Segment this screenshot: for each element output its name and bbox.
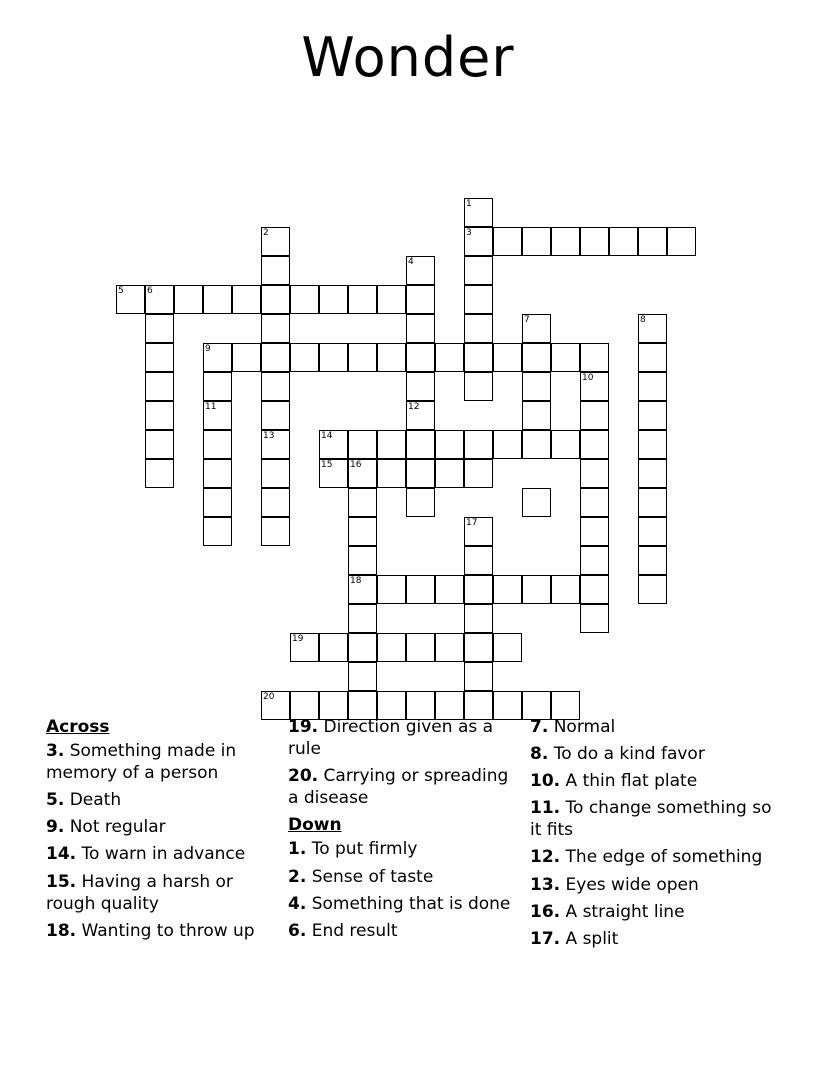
grid-cell[interactable] (464, 256, 493, 285)
grid-cell-number: 18 (350, 576, 362, 586)
grid-cell-number: 13 (263, 431, 275, 441)
grid-cell[interactable] (638, 517, 667, 546)
grid-cell[interactable] (377, 285, 406, 314)
grid-cell[interactable] (464, 198, 493, 227)
grid-cell[interactable] (580, 227, 609, 256)
clue-text: Something that is done (311, 893, 511, 914)
grid-cell[interactable] (638, 459, 667, 488)
clue-text: Normal (553, 717, 616, 737)
clue-text: Not regular (69, 817, 166, 838)
grid-cell-number: 9 (205, 344, 211, 354)
grid-cell[interactable] (522, 488, 551, 517)
clue-number: 9. (46, 817, 65, 838)
grid-cell[interactable] (319, 633, 348, 662)
clue-text: To change something so it fits (530, 798, 772, 841)
grid-cell[interactable] (435, 459, 464, 488)
grid-cell[interactable] (493, 633, 522, 662)
grid-cell[interactable] (348, 662, 377, 691)
clue-number: 19. (288, 717, 319, 737)
grid-cell[interactable] (464, 575, 493, 604)
clue-number: 8. (530, 744, 549, 765)
grid-cell[interactable] (406, 430, 435, 459)
clue-text: A straight line (565, 901, 685, 922)
grid-cell[interactable] (406, 372, 435, 401)
grid-cell[interactable] (580, 488, 609, 517)
clue-text: Direction given as a rule (288, 717, 494, 760)
clue-across-19 (288, 716, 516, 760)
grid-cell-number: 5 (118, 286, 124, 296)
grid-cell[interactable] (522, 430, 551, 459)
grid-cell[interactable] (522, 401, 551, 430)
page-title: Wonder (301, 26, 515, 89)
clue-text: Sense of taste (311, 866, 434, 887)
grid-cell-number: 14 (321, 431, 333, 441)
grid-cell[interactable] (609, 227, 638, 256)
clue-down-4 (288, 893, 516, 915)
grid-cell-number: 15 (321, 460, 333, 470)
grid-cell[interactable] (261, 343, 290, 372)
grid-cell-number: 16 (350, 460, 362, 470)
grid-cell[interactable] (551, 227, 580, 256)
grid-cell[interactable] (203, 430, 232, 459)
grid-cell[interactable] (203, 285, 232, 314)
grid-cell[interactable] (464, 604, 493, 633)
grid-cell[interactable] (406, 633, 435, 662)
clue-across-15 (46, 871, 271, 915)
grid-cell[interactable] (261, 314, 290, 343)
clue-number: 3. (46, 741, 65, 762)
grid-cell-number: 3 (466, 228, 472, 238)
grid-cell[interactable] (580, 604, 609, 633)
clue-number: 13. (530, 874, 561, 895)
clue-text: Wanting to throw up (81, 920, 255, 941)
clue-down-11 (530, 797, 780, 841)
grid-cell[interactable] (319, 285, 348, 314)
grid-cell[interactable] (232, 343, 261, 372)
grid-cell[interactable] (377, 343, 406, 372)
grid-cell-number: 2 (263, 228, 269, 238)
grid-cell-number: 8 (640, 315, 646, 325)
clue-number: 14. (46, 844, 77, 865)
grid-cell[interactable] (522, 343, 551, 372)
grid-cell[interactable] (406, 314, 435, 343)
grid-cell[interactable] (348, 546, 377, 575)
grid-cell[interactable] (551, 575, 580, 604)
grid-cell[interactable] (638, 314, 667, 343)
clue-down-6 (288, 920, 516, 942)
clue-number: 10. (530, 771, 561, 792)
grid-cell[interactable] (580, 372, 609, 401)
grid-cell[interactable] (464, 285, 493, 314)
grid-cell[interactable] (348, 459, 377, 488)
grid-cell[interactable] (464, 546, 493, 575)
clue-text: Having a harsh or rough quality (46, 871, 233, 914)
clue-number: 2. (288, 866, 307, 887)
grid-cell[interactable] (638, 430, 667, 459)
grid-cell[interactable] (638, 227, 667, 256)
grid-cell[interactable] (145, 430, 174, 459)
clue-text: A split (565, 928, 619, 949)
grid-cell[interactable] (551, 430, 580, 459)
grid-cell[interactable] (667, 227, 696, 256)
grid-cell[interactable] (203, 401, 232, 430)
grid-cell[interactable] (348, 285, 377, 314)
clue-text: Something made in memory of a person (46, 741, 237, 784)
grid-cell[interactable] (464, 372, 493, 401)
grid-cell[interactable] (580, 546, 609, 575)
grid-cell[interactable] (290, 285, 319, 314)
clue-down-12 (530, 846, 780, 868)
clue-text: Eyes wide open (565, 874, 699, 895)
grid-cell[interactable] (348, 430, 377, 459)
clue-across-5 (46, 789, 271, 811)
clue-across-14 (46, 843, 271, 865)
grid-cell[interactable] (261, 256, 290, 285)
clues-column-3 (530, 716, 780, 955)
grid-cell[interactable] (580, 430, 609, 459)
grid-cell[interactable] (261, 227, 290, 256)
clue-number: 11. (530, 798, 561, 819)
grid-cell[interactable] (580, 401, 609, 430)
grid-cell[interactable] (319, 459, 348, 488)
grid-cell[interactable] (464, 633, 493, 662)
grid-cell[interactable] (348, 343, 377, 372)
clue-text: End result (311, 920, 398, 941)
grid-cell[interactable] (145, 372, 174, 401)
grid-cell[interactable] (464, 343, 493, 372)
grid-cell[interactable] (377, 633, 406, 662)
grid-cell[interactable] (435, 343, 464, 372)
grid-cell[interactable] (551, 343, 580, 372)
grid-cell[interactable] (493, 575, 522, 604)
grid-cell[interactable] (493, 343, 522, 372)
grid-cell[interactable] (377, 459, 406, 488)
clue-across-9 (46, 816, 271, 838)
grid-cell[interactable] (638, 343, 667, 372)
grid-cell[interactable] (493, 430, 522, 459)
clue-across-20 (288, 765, 516, 809)
clue-number: 4. (288, 893, 307, 914)
grid-cell[interactable] (638, 401, 667, 430)
grid-cell[interactable] (145, 459, 174, 488)
grid-cell[interactable] (319, 343, 348, 372)
clue-across-18 (46, 920, 271, 942)
grid-cell[interactable] (377, 430, 406, 459)
grid-cell[interactable] (464, 459, 493, 488)
grid-cell[interactable] (319, 430, 348, 459)
grid-cell-number: 20 (263, 692, 275, 702)
clues-column-1 (46, 716, 271, 947)
grid-cell[interactable] (290, 633, 319, 662)
clue-down-1 (288, 838, 516, 860)
grid-cell[interactable] (145, 343, 174, 372)
grid-cell[interactable] (406, 575, 435, 604)
clue-across-3 (46, 740, 271, 784)
grid-cell[interactable] (435, 430, 464, 459)
grid-cell[interactable] (638, 546, 667, 575)
grid-cell[interactable] (406, 459, 435, 488)
clue-text: Carrying or spreading a disease (288, 766, 509, 809)
grid-cell-number: 1 (466, 199, 472, 209)
grid-cell-number: 19 (292, 634, 304, 644)
grid-cell-number: 12 (408, 402, 420, 412)
grid-cell-number: 6 (147, 286, 153, 296)
grid-cell[interactable] (261, 517, 290, 546)
grid-cell[interactable] (493, 227, 522, 256)
grid-cell[interactable] (406, 488, 435, 517)
grid-cell[interactable] (261, 488, 290, 517)
grid-cell[interactable] (174, 285, 203, 314)
clue-number: 6. (288, 920, 307, 941)
clue-text: To warn in advance (81, 844, 246, 865)
grid-cell[interactable] (348, 633, 377, 662)
grid-cell[interactable] (261, 372, 290, 401)
grid-cell-number: 11 (205, 402, 217, 412)
clue-down-16 (530, 901, 780, 923)
grid-cell[interactable] (145, 401, 174, 430)
clue-down-7 (530, 716, 780, 738)
grid-cell[interactable] (406, 285, 435, 314)
grid-cell[interactable] (435, 575, 464, 604)
grid-cell[interactable] (406, 256, 435, 285)
clue-number: 17. (530, 928, 561, 949)
clue-text: To put firmly (311, 839, 418, 860)
clue-number: 5. (46, 790, 65, 811)
grid-cell[interactable] (580, 459, 609, 488)
grid-cell[interactable] (116, 285, 145, 314)
grid-cell[interactable] (203, 517, 232, 546)
clue-down-8 (530, 743, 780, 765)
grid-cell[interactable] (580, 343, 609, 372)
grid-cell[interactable] (464, 314, 493, 343)
clue-text: The edge of something (565, 847, 763, 868)
grid-cell[interactable] (203, 343, 232, 372)
grid-cell[interactable] (638, 372, 667, 401)
down-heading: Down (288, 815, 342, 836)
grid-cell[interactable] (203, 488, 232, 517)
grid-cell[interactable] (435, 633, 464, 662)
grid-cell[interactable] (377, 575, 406, 604)
across-heading: Across (46, 717, 110, 737)
grid-cell[interactable] (145, 314, 174, 343)
grid-cell[interactable] (464, 517, 493, 546)
grid-cell[interactable] (522, 372, 551, 401)
grid-cell-number: 10 (582, 373, 594, 383)
clue-number: 16. (530, 901, 561, 922)
clue-number: 20. (288, 766, 319, 787)
clue-number: 18. (46, 920, 77, 941)
grid-cell[interactable] (261, 459, 290, 488)
clues-column-2 (288, 716, 516, 947)
grid-cell[interactable] (522, 575, 551, 604)
grid-cell[interactable] (261, 401, 290, 430)
clue-number: 7. (530, 717, 549, 737)
grid-cell[interactable] (261, 285, 290, 314)
clue-number: 12. (530, 847, 561, 868)
grid-cell[interactable] (580, 517, 609, 546)
clues-section (0, 716, 816, 1046)
grid-cell[interactable] (348, 488, 377, 517)
grid-cell[interactable] (638, 575, 667, 604)
clue-number: 15. (46, 871, 77, 892)
grid-cell-number: 4 (408, 257, 414, 267)
grid-cell[interactable] (261, 430, 290, 459)
grid-cell[interactable] (522, 227, 551, 256)
grid-cell[interactable] (522, 314, 551, 343)
grid-cell[interactable] (348, 604, 377, 633)
clue-down-17 (530, 928, 780, 950)
grid-cell-number: 7 (524, 315, 530, 325)
clue-down-10 (530, 770, 780, 792)
grid-cell[interactable] (406, 401, 435, 430)
clue-text: Death (69, 790, 122, 811)
clue-down-2 (288, 866, 516, 888)
grid-cell[interactable] (290, 343, 319, 372)
grid-cell-number: 17 (466, 518, 478, 528)
grid-cell[interactable] (203, 372, 232, 401)
grid-cell[interactable] (232, 285, 261, 314)
grid-cell[interactable] (145, 285, 174, 314)
grid-cell[interactable] (348, 575, 377, 604)
grid-cell[interactable] (580, 575, 609, 604)
grid-cell[interactable] (464, 662, 493, 691)
grid-cell[interactable] (203, 459, 232, 488)
grid-cell[interactable] (464, 430, 493, 459)
clue-text: A thin flat plate (565, 771, 698, 792)
grid-cell[interactable] (464, 227, 493, 256)
grid-cell[interactable] (406, 343, 435, 372)
clue-number: 1. (288, 839, 307, 860)
grid-cell[interactable] (348, 517, 377, 546)
crossword-grid[interactable] (0, 93, 816, 702)
clue-down-13 (530, 874, 780, 896)
clue-text: To do a kind favor (553, 744, 705, 765)
grid-cell[interactable] (638, 488, 667, 517)
